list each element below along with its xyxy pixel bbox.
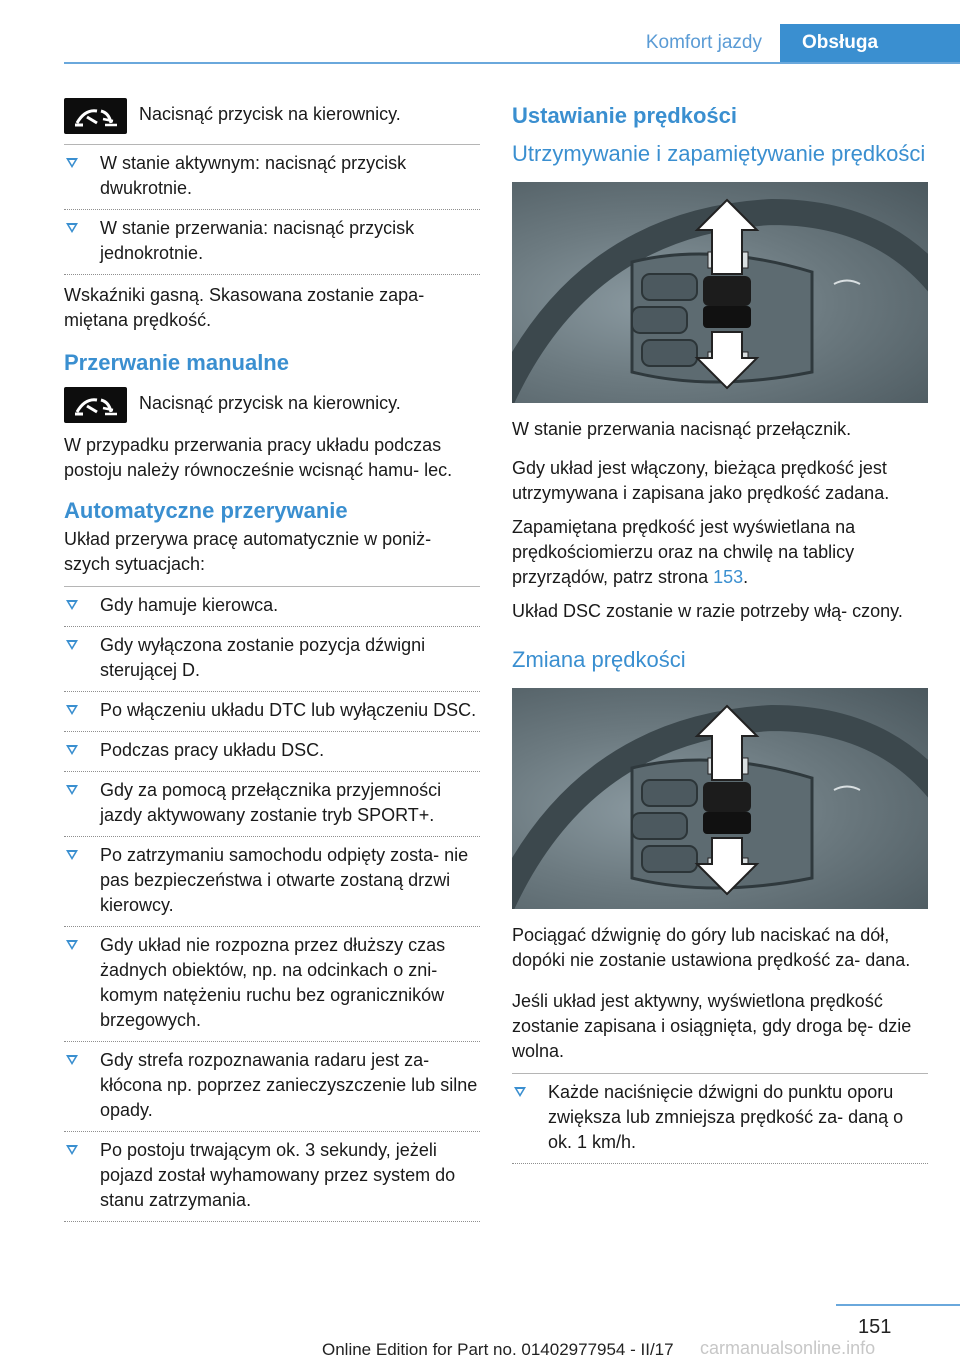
right-column — [512, 96, 928, 1172]
steering-wheel-lever-image — [512, 688, 928, 909]
header-rule — [64, 62, 960, 64]
image-caption: W stanie przerwania nacisnąć przełącznik. — [512, 419, 852, 439]
list-item-text: Po zatrzymaniu samochodu odpięty zosta‐ nie pas bezpieczeństwa i otwarte zostaną drzwi kierowcy. — [100, 845, 469, 915]
paragraph: W przypadku przerwania pracy układu podczas postoju należy równocześnie wcisnąć hamu‐ lec. — [64, 435, 453, 480]
paragraph: Układ DSC zostanie w razie potrzeby włą‐ czony. — [512, 601, 903, 621]
instruction-text: Nacisnąć przycisk na kierownicy. — [139, 393, 401, 413]
section-heading: Ustawianie prędkości — [512, 103, 737, 128]
bullet-list — [64, 586, 480, 1222]
list-item — [64, 1041, 480, 1131]
list-item-text: Podczas pracy układu DSC. — [100, 740, 325, 760]
triangle-bullet-icon — [66, 745, 78, 755]
list-item-text: Każde naciśnięcie dźwigni do punktu oporu zwiększa lub zmniejsza prędkość za‐ daną o ok. 1 km/h. — [548, 1082, 904, 1152]
list-item — [64, 144, 480, 209]
list-item-text: W stanie aktywnym: nacisnąć przycisk dwukrotnie. — [100, 153, 407, 198]
list-item — [64, 1131, 480, 1222]
paragraph-text: . — [743, 567, 749, 587]
instruction-row-2 — [64, 385, 480, 423]
paragraph: Wskaźniki gasną. Skasowana zostanie zapa‐ miętana prędkość. — [64, 285, 425, 330]
instruction-text: Nacisnąć przycisk na kierownicy. — [139, 104, 401, 124]
cruise-control-button-icon — [64, 98, 127, 134]
triangle-bullet-icon — [66, 223, 78, 233]
edition-note: Online Edition for Part no. 01402977954 - II/17 — [322, 1340, 674, 1359]
section-heading: Automatyczne przerywanie — [64, 498, 348, 523]
list-item — [64, 209, 480, 275]
cruise-control-button-icon — [64, 387, 127, 423]
paragraph: Układ przerywa pracę automatycznie w poniż‐ szych sytuacjach: — [64, 529, 432, 574]
list-item-text: Gdy strefa rozpoznawania radaru jest za‐ kłócona np. poprzez zanieczyszczenie lub silne opady. — [100, 1050, 478, 1120]
triangle-bullet-icon — [66, 940, 78, 950]
list-item-text: Gdy za pomocą przełącznika przyjemności jazdy aktywowany zostanie tryb SPORT+. — [100, 780, 442, 825]
page-reference-link[interactable]: 153 — [713, 567, 744, 587]
list-item-text: Po włączeniu układu DTC lub wyłączeniu DSC. — [100, 700, 477, 720]
section-heading: Przerwanie manualne — [64, 350, 289, 375]
footer-rule — [836, 1304, 960, 1306]
page-header — [628, 24, 960, 62]
list-item — [64, 586, 480, 626]
triangle-bullet-icon — [514, 1087, 526, 1097]
list-item-text: Gdy układ nie rozpozna przez dłuższy czas żadnych obiektów, np. na odcinkach o zni‐ komym natężeniu ruchu bez ograniczników brzegowych. — [100, 935, 446, 1030]
watermark: carmanualsonline.info — [700, 1338, 876, 1358]
list-item — [64, 691, 480, 731]
chapter-tab: Obsługa — [780, 24, 960, 62]
list-item — [64, 771, 480, 836]
triangle-bullet-icon — [66, 600, 78, 610]
list-item — [512, 1073, 928, 1164]
triangle-bullet-icon — [66, 1145, 78, 1155]
image-caption: Pociągać dźwignię do góry lub naciskać na dół, dopóki nie zostanie ustawiona prędkość za‐ dana. — [512, 925, 911, 970]
list-item — [64, 926, 480, 1041]
list-item-text: Gdy wyłączona zostanie pozycja dźwigni sterującej D. — [100, 635, 426, 680]
list-item — [64, 836, 480, 926]
paragraph: Jeśli układ jest aktywny, wyświetlona prędkość zostanie zapisana i osiągnięta, gdy droga bę‐ dzie wolna. — [512, 991, 912, 1061]
paragraph: Gdy układ jest włączony, bieżąca prędkość jest utrzymywana i zapisana jako prędkość zadana. — [512, 458, 890, 503]
page-number: 151 — [858, 1316, 892, 1338]
triangle-bullet-icon — [66, 158, 78, 168]
subsection-heading: Utrzymywanie i zapamiętywanie prędkości — [512, 141, 926, 166]
section-title: Komfort jazdy — [645, 32, 762, 53]
steering-wheel-lever-image — [512, 182, 928, 403]
paragraph — [512, 515, 928, 590]
triangle-bullet-icon — [66, 850, 78, 860]
triangle-bullet-icon — [66, 640, 78, 650]
bullet-list — [512, 1073, 928, 1164]
list-item-text: Gdy hamuje kierowca. — [100, 595, 279, 615]
triangle-bullet-icon — [66, 705, 78, 715]
triangle-bullet-icon — [66, 785, 78, 795]
instruction-row-1 — [64, 96, 480, 134]
paragraph-text: Zapamiętana prędkość jest wyświetlana na prędkościomierzu oraz na chwilę na tablicy przyrządów, patrz strona — [512, 517, 856, 587]
left-column — [64, 96, 480, 1230]
list-item-text: Po postoju trwającym ok. 3 sekundy, jeżeli pojazd został wyhamowany przez system do stanu zatrzymania. — [100, 1140, 456, 1210]
subsection-heading: Zmiana prędkości — [512, 647, 686, 672]
list-item — [64, 731, 480, 771]
list-item — [64, 626, 480, 691]
bullet-list — [64, 144, 480, 275]
triangle-bullet-icon — [66, 1055, 78, 1065]
list-item-text: W stanie przerwania: nacisnąć przycisk jednokrotnie. — [100, 218, 415, 263]
